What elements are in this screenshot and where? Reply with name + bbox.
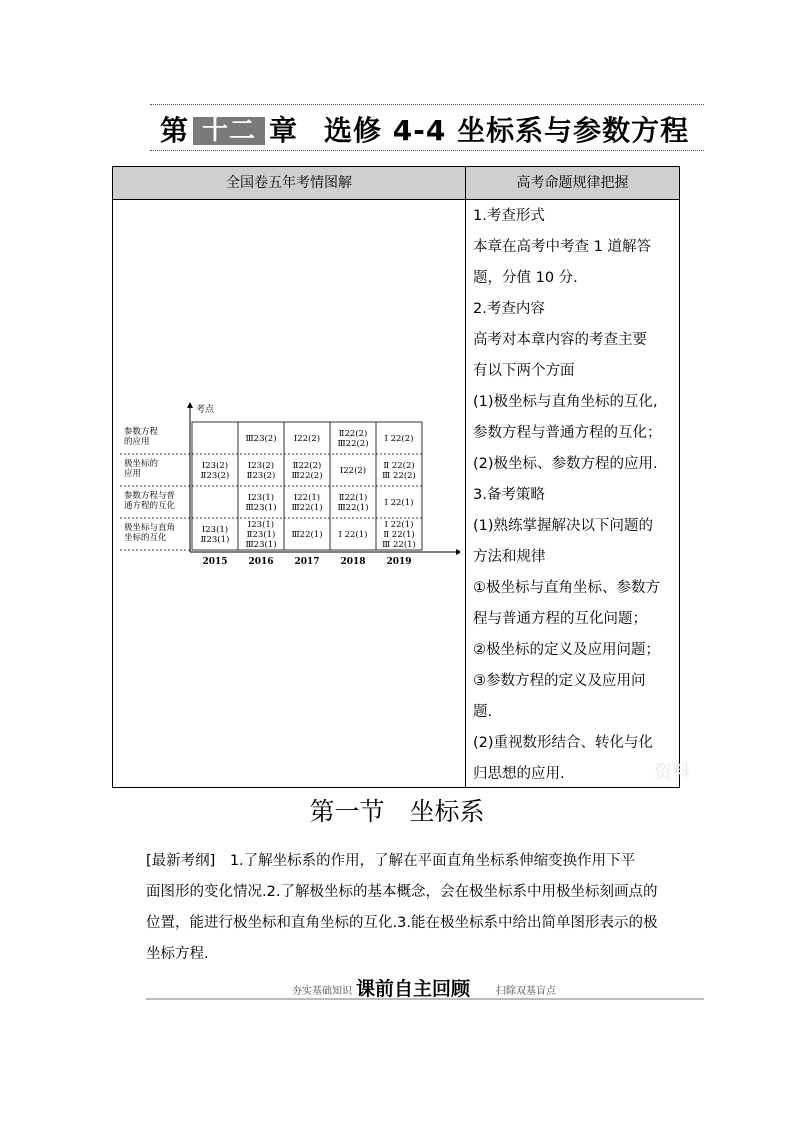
paragraph-line: 位置，能进行极坐标和直角坐标的互化.3.能在极坐标系中给出简单图形表示的极	[146, 915, 658, 931]
rules-line: (2)重视数形结合、转化与化	[473, 735, 654, 751]
syllabus-paragraph	[146, 846, 716, 970]
cell-label: Ⅰ 22(1)	[384, 520, 414, 530]
cell-label: Ⅲ22(1)	[337, 503, 369, 513]
row-label: 的应用	[124, 437, 150, 447]
cell-label: Ⅲ22(2)	[291, 471, 323, 481]
cell-label: Ⅱ22(1)	[338, 493, 368, 503]
rules-line: 方法和规律	[473, 549, 546, 565]
rules-line: ①极坐标与直角坐标、参数方	[473, 580, 660, 596]
cell-label: Ⅱ23(1)	[246, 530, 276, 540]
paragraph-line: [最新考纲] 1.了解坐标系的作用，了解在平面直角坐标系伸缩变换作用下平	[146, 853, 636, 869]
cell-label: Ⅰ22(1)	[293, 493, 321, 503]
top-dotted-rule	[150, 104, 704, 105]
cell-label: Ⅰ 22(1)	[384, 498, 414, 508]
chapter-title	[160, 112, 689, 148]
chapter-suffix: 章	[269, 114, 299, 147]
chapter-number-badge: 十二	[193, 117, 265, 145]
cell-label: Ⅲ 22(1)	[382, 540, 416, 550]
rules-line: ②极坐标的定义及应用问题；	[473, 642, 660, 658]
x-tick-label: 2015	[202, 557, 228, 567]
cell-label: Ⅲ 22(2)	[382, 471, 416, 481]
cell-label: Ⅱ22(2)	[292, 461, 322, 471]
cell-label: Ⅰ 22(2)	[384, 434, 414, 444]
rules-line: 题，分值 10 分.	[473, 270, 578, 286]
row-label: 参数方程与普	[124, 491, 176, 501]
rules-line: 1.考查形式	[473, 208, 545, 224]
cell-label: Ⅰ22(2)	[339, 466, 367, 476]
bottom-dotted-rule	[150, 150, 704, 151]
row-label: 应用	[124, 469, 142, 479]
exam-frequency-chart	[120, 400, 460, 580]
rules-line: 程与普通方程的互化问题；	[473, 611, 647, 627]
rules-line: 归思想的应用.	[473, 766, 565, 782]
cell-label: Ⅲ22(1)	[291, 530, 323, 540]
rules-line: (1)熟练掌握解决以下问题的	[473, 518, 654, 534]
cell-label: Ⅲ22(1)	[291, 503, 323, 513]
x-tick-label: 2017	[294, 557, 320, 567]
banner-left-text: 夯实基础知识	[292, 986, 352, 997]
section-banner	[146, 974, 704, 1000]
rules-line: (1)极坐标与直角坐标的互化,	[473, 394, 658, 410]
cell-label: Ⅰ23(2)	[201, 461, 229, 471]
rules-line: 有以下两个方面	[473, 363, 575, 379]
header-right: 高考命题规律把握	[516, 175, 629, 191]
cell-label: Ⅱ 22(1)	[383, 530, 415, 540]
rules-line: 参数方程与普通方程的互化；	[473, 425, 662, 441]
table-header-row	[113, 167, 679, 200]
header-left: 全国卷五年考情图解	[226, 175, 352, 191]
chapter-prefix: 第	[160, 114, 190, 147]
cell-label: Ⅰ23(1)	[247, 493, 275, 503]
cell-label: Ⅱ22(2)	[338, 429, 368, 439]
cell-label: Ⅱ 22(2)	[383, 461, 415, 471]
watermark: 资料	[600, 762, 690, 783]
rules-line: 2.考查内容	[473, 301, 545, 317]
row-label: 参数方程	[124, 427, 159, 437]
column-divider	[465, 167, 466, 787]
banner-right-text: 扫除双基盲点	[496, 986, 556, 997]
paragraph-line: 面图形的变化情况.2.了解极坐标的基本概念，会在极坐标系中用极坐标刻画点的	[146, 884, 658, 900]
x-axis-arrow	[456, 549, 460, 555]
x-tick-label: 2016	[248, 557, 274, 567]
rules-line: 3.备考策略	[473, 487, 545, 503]
row-label: 极坐标的	[124, 459, 159, 469]
x-tick-label: 2018	[340, 557, 366, 567]
cell-label: Ⅲ23(2)	[245, 434, 277, 444]
cell-label: Ⅲ23(1)	[245, 503, 277, 513]
cell-label: Ⅰ22(2)	[293, 434, 321, 444]
paragraph-line: 坐标方程.	[146, 946, 209, 962]
cell-label: Ⅰ23(1)	[247, 520, 275, 530]
chapter-subject: 选修 4-4 坐标系与参数方程	[324, 114, 690, 147]
cell-label: Ⅱ23(2)	[246, 471, 276, 481]
x-tick-label: 2019	[386, 557, 412, 567]
cell-label: Ⅲ23(1)	[245, 540, 277, 550]
cell-label: Ⅲ22(2)	[337, 439, 369, 449]
row-label: 通方程的互化	[124, 501, 176, 511]
cell-label: Ⅰ23(1)	[201, 525, 229, 535]
y-axis-arrow	[187, 402, 193, 408]
banner-center-text: 课前自主回顾	[356, 978, 471, 1000]
y-axis-label: 考点	[196, 405, 215, 415]
rules-line: (2)极坐标、参数方程的应用.	[473, 456, 658, 472]
cell-label: Ⅱ23(1)	[200, 535, 230, 545]
cell-label: Ⅰ23(2)	[247, 461, 275, 471]
rules-line: 高考对本章内容的考查主要	[473, 332, 647, 348]
exam-rules-text	[473, 201, 683, 790]
rules-line: 题.	[473, 704, 493, 720]
rules-line: 本章在高考中考查 1 道解答	[473, 239, 651, 255]
row-label: 坐标的互化	[124, 533, 167, 543]
cell-label: Ⅱ23(2)	[200, 471, 230, 481]
section-title: 第一节 坐标系	[309, 797, 485, 826]
rules-line: ③参数方程的定义及应用问	[473, 673, 646, 689]
row-label: 极坐标与直角	[124, 523, 176, 533]
cell-label: Ⅰ 22(1)	[338, 530, 368, 540]
